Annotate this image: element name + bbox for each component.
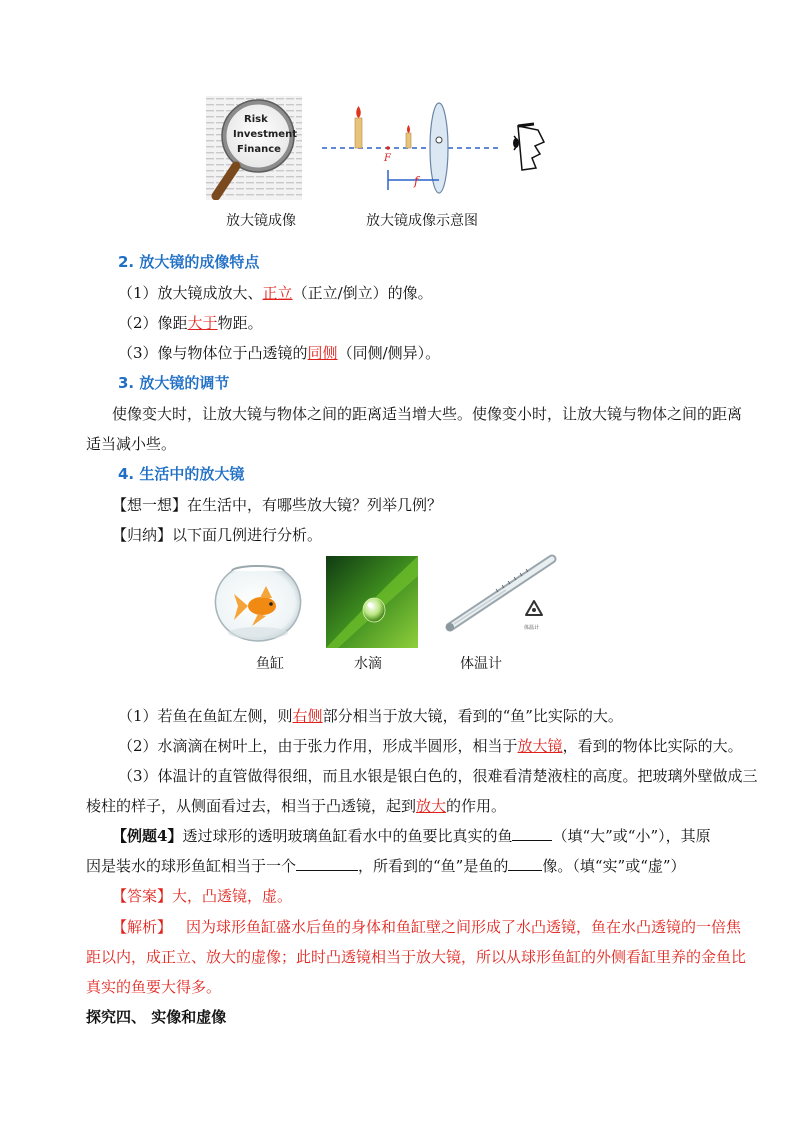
example4-line-2-c: 像。（填“实”或“虚”） [542,857,686,875]
heading-section-4: 4. 生活中的放大镜 [118,465,245,483]
analysis-line-1-text: 因为球形鱼缸盛水后鱼的身体和鱼缸壁之间形成了水凸透镜，鱼在水凸透镜的一倍焦 [186,918,742,936]
example4-line-2-a: 因是装水的球形鱼缸相当于一个 [86,857,297,875]
section2-item-3 [118,342,440,364]
section4-item-3-answer: 放大 [416,797,447,815]
caption-magnifier-image: 放大镜成像 [226,213,296,229]
example4-line-2-b: ，所看到的“鱼”是鱼的 [358,857,509,875]
section4-item-1-post: 部分相当于放大镜，看到的“鱼”比实际的大。 [322,707,623,725]
analysis-line-2: 距以内，成正立、放大的虚像；此时凸透镜相当于放大镜，所以从球形鱼缸的外侧看缸里养的金鱼比 [86,948,747,966]
section2-item-1-answer: 正立 [262,284,293,302]
section3-line-1: 使像变大时，让放大镜与物体之间的距离适当增大些。使像变小时，让放大镜与物体之间的距离 [112,405,743,423]
section4-item-1-pre: （1）若鱼在鱼缸左侧，则 [118,707,293,725]
section4-item-3-pre: 棱柱的样子，从侧面看过去，相当于凸透镜，起到 [86,797,417,815]
magnifier-text-3: Finance [237,144,281,155]
section4-item-1 [118,705,623,727]
heading-section-2: 2. 放大镜的成像特点 [118,253,260,271]
example4-line-2 [86,855,686,877]
think-text: 在生活中，有哪些放大镜？列举几例？ [187,496,443,514]
blank-1 [512,826,552,841]
section2-item-2 [118,312,263,334]
summary-line [112,524,322,546]
example4-label: 【例题4】 [112,827,183,845]
answer-label: 【答案】 [112,887,173,905]
section2-item-3-answer: 同侧 [307,344,338,362]
section2-item-1-post: （正立/倒立）的像。 [292,284,433,302]
section2-item-1-pre: （1）放大镜成放大、 [118,284,263,302]
section2-item-2-post: 物距。 [217,314,263,332]
thermometer-image [436,549,560,637]
magnifier-ray-diagram [322,98,552,198]
fishbowl-image [210,562,306,644]
section3-line-2: 适当减小些。 [86,435,177,453]
think-label: 【想一想】 [112,496,188,514]
section4-item-2-pre: （2）水滴滴在树叶上，由于张力作用，形成半圆形，相当于 [118,737,518,755]
section4-item-1-answer: 右侧 [292,707,323,725]
section2-item-2-pre: （2）像距 [118,314,188,332]
section2-item-2-answer: 大于 [187,314,218,332]
blank-3 [508,856,542,871]
section4-item-3-line-1: （3）体温计的直管做得很细，而且水银是银白色的，很难看清楚液柱的高度。把玻璃外壁做成三 [118,767,758,785]
answer-text: 大，凸透镜，虚。 [172,887,293,905]
answer-line [112,885,292,907]
section4-item-2-answer: 放大镜 [517,737,563,755]
focal-length-label: f [414,174,419,188]
magnifier-text-2: Investment [233,129,297,140]
analysis-line-3: 真实的鱼要大得多。 [86,978,222,996]
section4-item-3-line-2 [86,795,506,817]
heading-section-explore-4: 探究四、 实像和虚像 [86,1008,227,1026]
section4-item-3-post: 的作用。 [446,797,507,815]
caption-water-drop: 水滴 [354,656,382,672]
thermometer-label: 体温计 [524,625,540,631]
analysis-label: 【解析】 [112,918,173,936]
caption-magnifier-diagram: 放大镜成像示意图 [366,213,478,229]
example4-line-1 [112,825,711,847]
section2-item-1 [118,282,433,304]
summary-text: 以下面几例进行分析。 [172,526,323,544]
water-drop-image [326,556,418,648]
focus-label: F [384,153,391,164]
blank-2 [296,856,358,871]
summary-label: 【归纳】 [112,526,173,544]
think-line [112,494,442,516]
magnifier-photo [206,96,302,200]
caption-fishbowl: 鱼缸 [256,656,284,672]
analysis-line-1 [112,916,741,938]
magnifier-text-1: Risk [244,114,268,125]
example4-line-1-a: 透过球形的透明玻璃鱼缸看水中的鱼要比真实的鱼 [182,827,513,845]
section2-item-3-post: （同侧/侧异）。 [337,344,441,362]
section4-item-2 [118,735,743,757]
section2-item-3-pre: （3）像与物体位于凸透镜的 [118,344,308,362]
example4-line-1-b: （填“大”或“小”），其原 [552,827,711,845]
heading-section-3: 3. 放大镜的调节 [118,374,230,392]
caption-thermometer: 体温计 [460,656,502,672]
section4-item-2-post: ，看到的物体比实际的大。 [562,737,743,755]
